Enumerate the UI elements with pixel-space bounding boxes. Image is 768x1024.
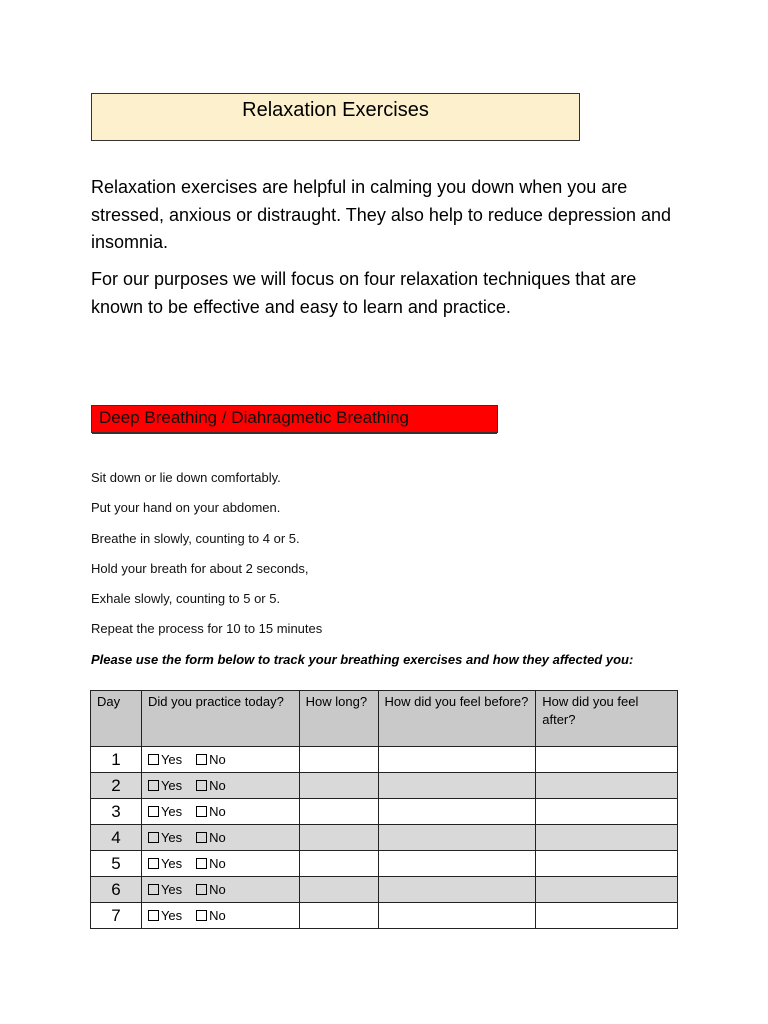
feel-before-field[interactable] bbox=[378, 799, 536, 825]
yes-checkbox[interactable] bbox=[148, 806, 159, 817]
table-row bbox=[91, 903, 678, 929]
practice-cell bbox=[141, 851, 299, 877]
how-long-field[interactable] bbox=[299, 773, 378, 799]
section-title: Deep Breathing / Diahragmetic Breathing bbox=[99, 408, 409, 427]
no-checkbox[interactable] bbox=[196, 884, 207, 895]
day-number: 5 bbox=[91, 851, 142, 877]
no-checkbox[interactable] bbox=[196, 806, 207, 817]
how-long-field[interactable] bbox=[299, 877, 378, 903]
how-long-field[interactable] bbox=[299, 903, 378, 929]
feel-after-field[interactable] bbox=[536, 799, 678, 825]
step-3: Breathe in slowly, counting to 4 or 5. bbox=[91, 531, 300, 546]
day-number: 6 bbox=[91, 877, 142, 903]
no-label: No bbox=[209, 856, 226, 871]
table-row bbox=[91, 877, 678, 903]
feel-after-field[interactable] bbox=[536, 825, 678, 851]
no-label: No bbox=[209, 882, 226, 897]
intro-paragraph-2: For our purposes we will focus on four relaxation techniques that are known to be effective and easy to learn and practice. bbox=[91, 269, 637, 317]
no-checkbox[interactable] bbox=[196, 858, 207, 869]
header-day: Day bbox=[91, 691, 142, 747]
header-practice: Did you practice today? bbox=[141, 691, 299, 747]
table-row bbox=[91, 773, 678, 799]
table-row bbox=[91, 747, 678, 773]
form-instruction: Please use the form below to track your breathing exercises and how they affected you: bbox=[91, 652, 634, 667]
how-long-field[interactable] bbox=[299, 851, 378, 877]
breathing-tracker-table bbox=[90, 690, 678, 929]
feel-before-field[interactable] bbox=[378, 773, 536, 799]
table-header-row bbox=[91, 691, 678, 747]
feel-before-field[interactable] bbox=[378, 825, 536, 851]
feel-after-field[interactable] bbox=[536, 851, 678, 877]
how-long-field[interactable] bbox=[299, 825, 378, 851]
header-feel-before: How did you feel before? bbox=[378, 691, 536, 747]
yes-checkbox[interactable] bbox=[148, 910, 159, 921]
yes-label: Yes bbox=[160, 752, 183, 767]
page-title-box bbox=[91, 93, 580, 141]
table-row bbox=[91, 799, 678, 825]
header-feel-after: How did you feel after? bbox=[536, 691, 678, 747]
day-number: 7 bbox=[91, 903, 142, 929]
practice-cell bbox=[141, 877, 299, 903]
table-row bbox=[91, 825, 678, 851]
practice-cell bbox=[141, 825, 299, 851]
feel-after-field[interactable] bbox=[536, 877, 678, 903]
section-header-deep-breathing bbox=[91, 405, 498, 433]
practice-cell bbox=[141, 747, 299, 773]
yes-checkbox[interactable] bbox=[148, 832, 159, 843]
table-row bbox=[91, 851, 678, 877]
day-number: 4 bbox=[91, 825, 142, 851]
no-label: No bbox=[209, 830, 226, 845]
feel-before-field[interactable] bbox=[378, 877, 536, 903]
step-4: Hold your breath for about 2 seconds, bbox=[91, 561, 309, 576]
feel-before-field[interactable] bbox=[378, 903, 536, 929]
feel-before-field[interactable] bbox=[378, 747, 536, 773]
day-number: 1 bbox=[91, 747, 142, 773]
practice-cell bbox=[141, 799, 299, 825]
yes-label: Yes bbox=[160, 882, 183, 897]
yes-label: Yes bbox=[160, 856, 183, 871]
no-checkbox[interactable] bbox=[196, 910, 207, 921]
yes-checkbox[interactable] bbox=[148, 858, 159, 869]
page-title: Relaxation Exercises bbox=[242, 99, 429, 121]
yes-label: Yes bbox=[160, 830, 183, 845]
no-checkbox[interactable] bbox=[196, 754, 207, 765]
no-label: No bbox=[209, 804, 226, 819]
how-long-field[interactable] bbox=[299, 799, 378, 825]
step-6: Repeat the process for 10 to 15 minutes bbox=[91, 621, 323, 636]
day-number: 2 bbox=[91, 773, 142, 799]
yes-checkbox[interactable] bbox=[148, 754, 159, 765]
header-how-long: How long? bbox=[299, 691, 378, 747]
day-number: 3 bbox=[91, 799, 142, 825]
table-body bbox=[91, 747, 678, 929]
feel-after-field[interactable] bbox=[536, 747, 678, 773]
step-2: Put your hand on your abdomen. bbox=[91, 500, 281, 515]
feel-after-field[interactable] bbox=[536, 903, 678, 929]
no-label: No bbox=[209, 752, 226, 767]
no-checkbox[interactable] bbox=[196, 780, 207, 791]
intro-paragraph-1: Relaxation exercises are helpful in calming you down when you are stressed, anxious or distraught. They also help to reduce depression and insomnia. bbox=[91, 177, 672, 252]
feel-after-field[interactable] bbox=[536, 773, 678, 799]
yes-label: Yes bbox=[160, 778, 183, 793]
practice-cell bbox=[141, 773, 299, 799]
practice-cell bbox=[141, 903, 299, 929]
how-long-field[interactable] bbox=[299, 747, 378, 773]
no-label: No bbox=[209, 778, 226, 793]
no-checkbox[interactable] bbox=[196, 832, 207, 843]
step-5: Exhale slowly, counting to 5 or 5. bbox=[91, 591, 281, 606]
feel-before-field[interactable] bbox=[378, 851, 536, 877]
no-label: No bbox=[209, 908, 226, 923]
yes-checkbox[interactable] bbox=[148, 780, 159, 791]
step-1: Sit down or lie down comfortably. bbox=[91, 470, 281, 485]
yes-label: Yes bbox=[160, 804, 183, 819]
yes-checkbox[interactable] bbox=[148, 884, 159, 895]
yes-label: Yes bbox=[160, 908, 183, 923]
